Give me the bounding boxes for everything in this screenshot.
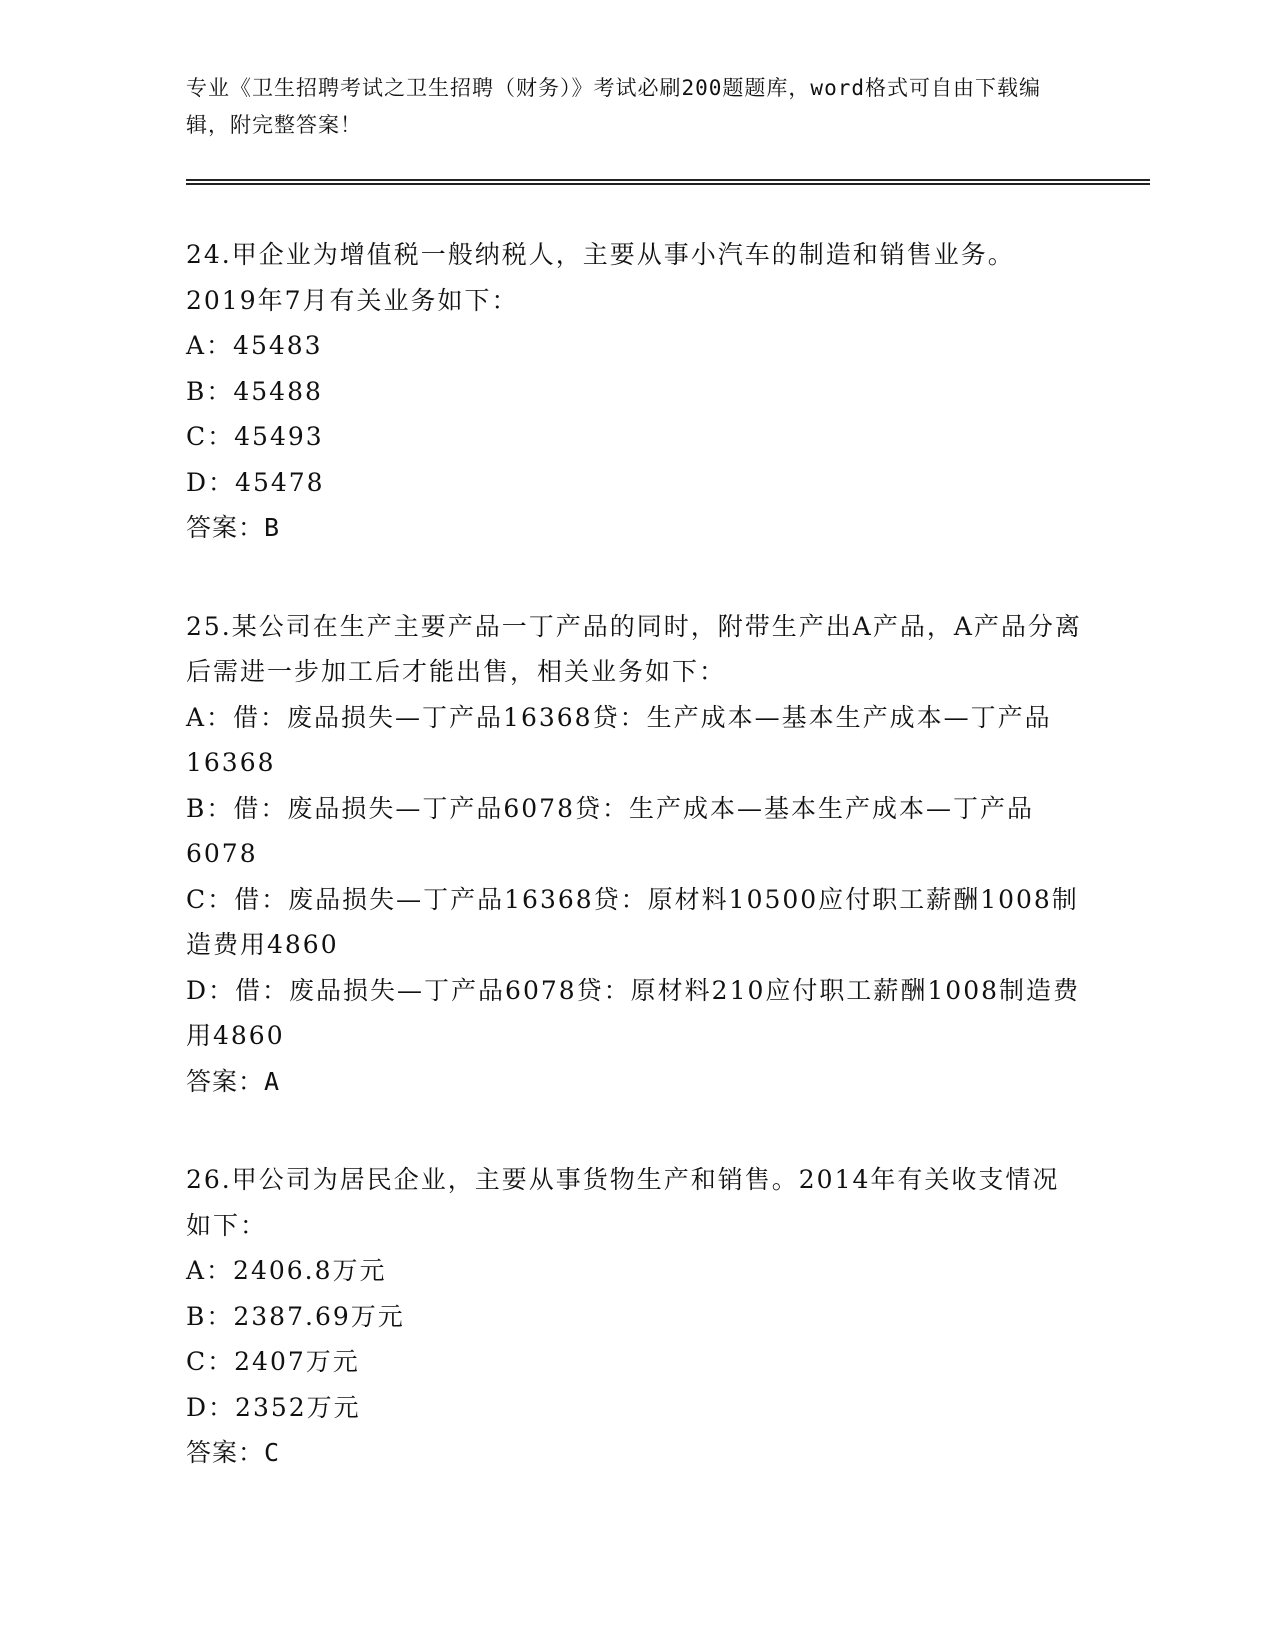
option-b: B：45488 [186,376,323,406]
question-stem: 24.甲企业为增值税一般纳税人，主要从事小汽车的制造和销售业务。2019年7月有关业务如下： [186,240,1015,315]
option-a: A：借：废品损失—丁产品16368贷：生产成本—基本生产成本—丁产品16368 [186,702,1052,777]
option-c: C：2407万元 [186,1347,360,1376]
option-c: C：借：废品损失—丁产品16368贷：原材料10500应付职工薪酬1008制造费用4860 [186,884,1079,959]
answer-line: 答案：B [186,513,281,542]
option-c: C：45493 [186,422,324,451]
header-divider-bottom [186,183,1150,185]
option-a: A：2406.8万元 [186,1256,387,1285]
option-b: B：2387.69万元 [186,1301,405,1331]
question-26 [186,1157,1086,1476]
option-b: B：借：废品损失—丁产品6078贷：生产成本—基本生产成本—丁产品6078 [186,793,1034,868]
question-list [186,232,1086,1529]
question-stem: 26.甲公司为居民企业，主要从事货物生产和销售。2014年有关收支情况如下： [186,1165,1060,1240]
option-d: D：借：废品损失—丁产品6078贷：原材料210应付职工薪酬1008制造费用4860 [186,975,1081,1050]
question-24 [186,232,1086,551]
answer-line: 答案：C [186,1438,281,1467]
header-divider-top [186,179,1150,181]
answer-line: 答案：A [186,1066,281,1096]
document-header: 专业《卫生招聘考试之卫生招聘（财务）》考试必刷200题题库，word格式可自由下载编辑，附完整答案！ [186,76,1041,137]
question-25 [186,604,1086,1105]
option-d: D：2352万元 [186,1392,361,1422]
question-stem: 25.某公司在生产主要产品一丁产品的同时，附带生产出A产品，A产品分离后需进一步加工后才能出售，相关业务如下： [186,611,1082,686]
option-d: D：45478 [186,467,325,497]
option-a: A：45483 [186,331,323,360]
